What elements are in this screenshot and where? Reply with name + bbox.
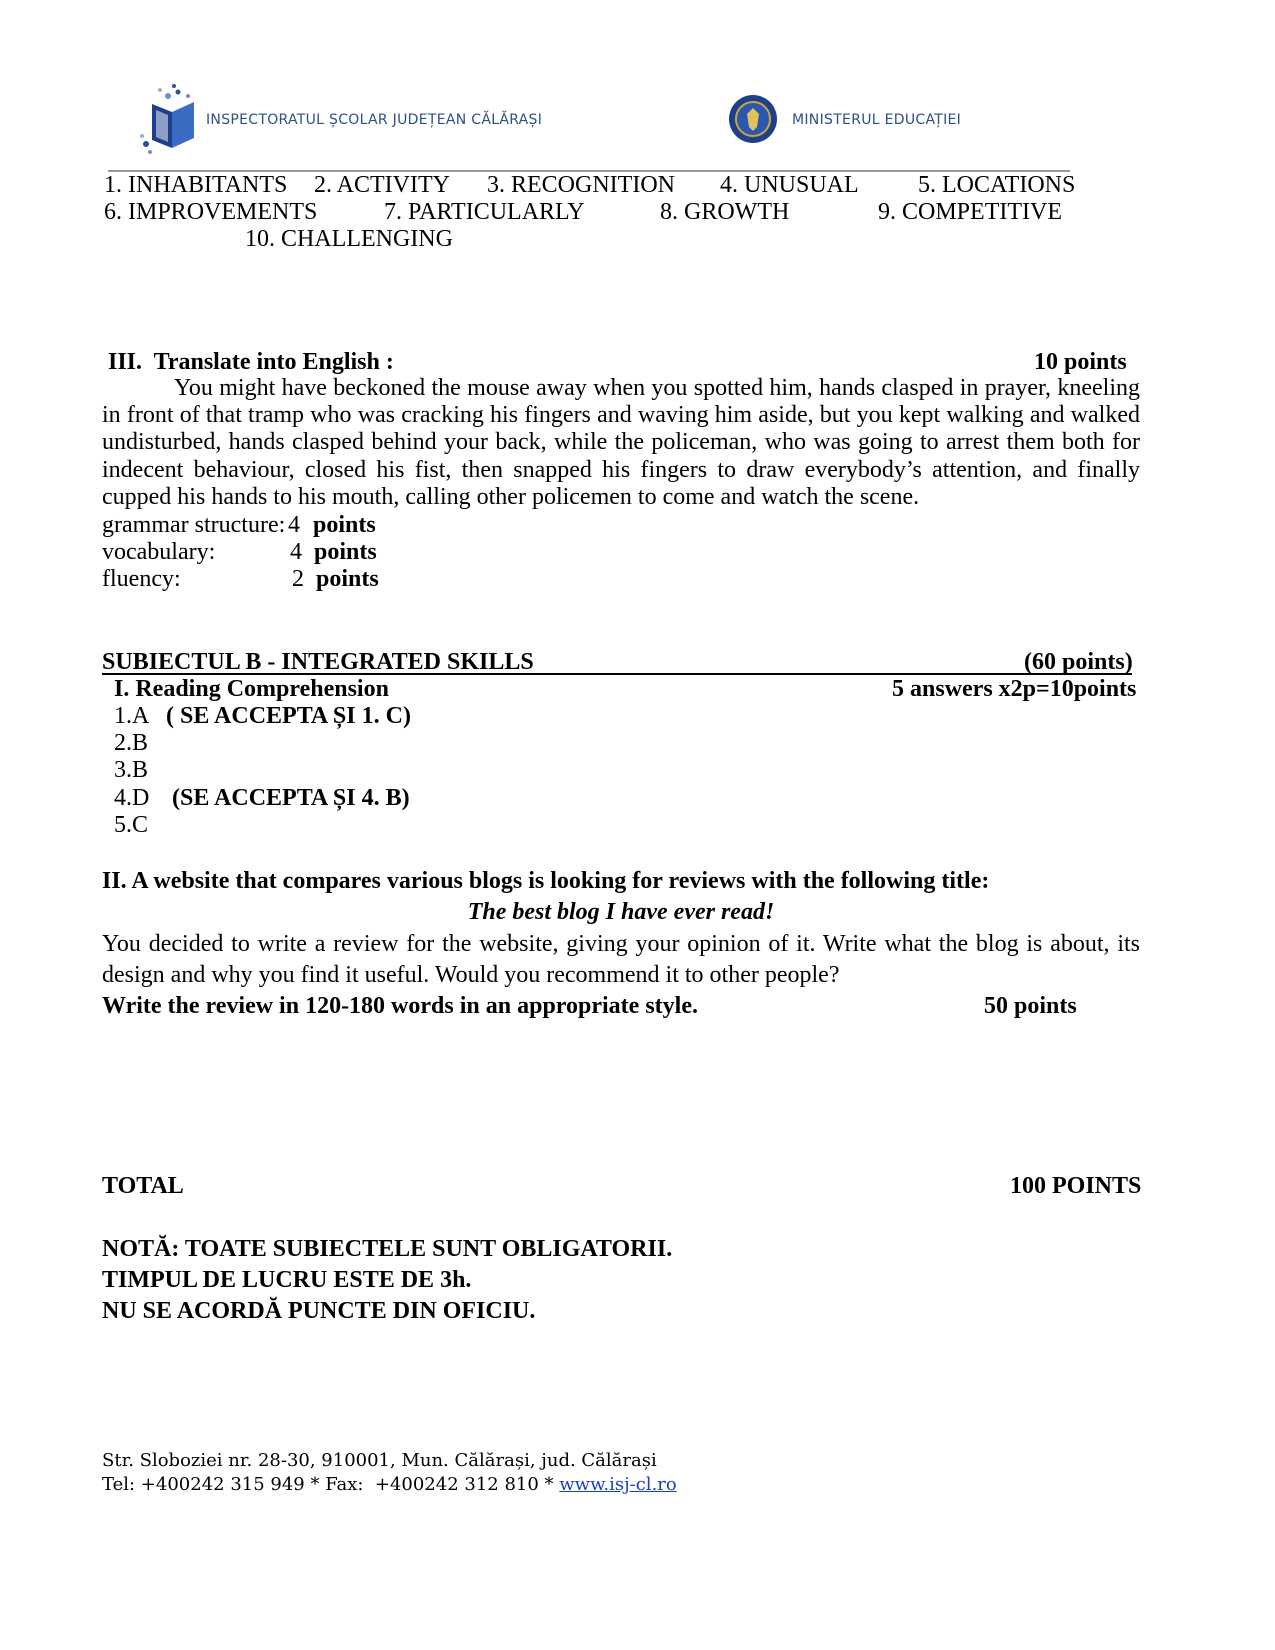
reading-points: 5 answers x2p=10points — [892, 676, 1137, 702]
criteria-grammar-unit: points — [313, 512, 376, 538]
reading-answer-1: 1.A — [114, 703, 150, 729]
criteria-fluency-unit: points — [316, 566, 379, 592]
writing-prompt: You decided to write a review for the website, giving your opinion of it. Write what the blog is about, its design and why you find it useful. Would you recommend it to other people? — [102, 931, 1140, 988]
answer-8: 8. GROWTH — [660, 199, 790, 225]
answer-2: 2. ACTIVITY — [314, 172, 450, 198]
answer-3: 3. RECOGNITION — [487, 172, 675, 198]
note-mandatory: NOTĂ: TOATE SUBIECTELE SUNT OBLIGATORII. — [102, 1236, 673, 1262]
translate-paragraph: You might have beckoned the mouse away when you spotted him, hands clasped in prayer, kneeling in front of that tramp who was cracking his fingers and waving him aside, but you kept walking and walked undisturbed, hands clasped behind your back, while the policeman, who was going to arrest them both for indecent behaviour, closed his fist, then snapped his fingers to draw everybody’s attention, and finally cupped his hands to his mouth, calling other policemen to come and watch the scene. — [102, 375, 1140, 510]
criteria-fluency-label: fluency: — [102, 566, 181, 592]
footer-website-link[interactable]: www.isj-cl.ro — [559, 1474, 677, 1495]
subiect-b-title: SUBIECTUL B - INTEGRATED SKILLS — [102, 649, 534, 675]
ministry-seal-icon — [728, 94, 778, 144]
answer-1: 1. INHABITANTS — [104, 172, 288, 198]
writing-points: 50 points — [984, 993, 1077, 1019]
reading-answer-5: 5.C — [114, 812, 149, 838]
answer-6: 6. IMPROVEMENTS — [104, 199, 318, 225]
reading-answer-1-note: ( SE ACCEPTA ȘI 1. C) — [166, 703, 411, 729]
criteria-grammar-value: 4 — [288, 512, 300, 538]
isj-logo-text: INSPECTORATUL ȘCOLAR JUDEȚEAN CĂLĂRAȘI — [206, 112, 543, 128]
reading-answer-4: 4.D — [114, 785, 150, 811]
translate-points: 10 points — [1034, 349, 1127, 375]
criteria-vocabulary-unit: points — [314, 539, 377, 565]
footer-contact-text: Tel: +400242 315 949 * Fax: +400242 312 810 * — [102, 1474, 560, 1495]
subiect-b-points: (60 points) — [1024, 649, 1133, 675]
answer-9: 9. COMPETITIVE — [878, 199, 1062, 225]
total-value: 100 POINTS — [1010, 1173, 1142, 1199]
answer-4: 4. UNUSUAL — [720, 172, 859, 198]
reading-answer-4-note: (SE ACCEPTA ȘI 4. B) — [172, 785, 410, 811]
reading-heading: I. Reading Comprehension — [114, 676, 389, 702]
criteria-vocabulary-value: 4 — [290, 539, 302, 565]
criteria-fluency-value: 2 — [292, 566, 304, 592]
footer-contact — [102, 1472, 677, 1498]
note-no-points: NU SE ACORDĂ PUNCTE DIN OFICIU. — [102, 1298, 536, 1324]
writing-instruction: Write the review in 120-180 words in an appropriate style. — [102, 993, 698, 1019]
writing-title: The best blog I have ever read! — [467, 899, 775, 925]
isj-logo-graphic — [138, 82, 208, 158]
ministry-logo-text: MINISTERUL EDUCAȚIEI — [792, 112, 962, 128]
footer-address: Str. Sloboziei nr. 28-30, 910001, Mun. Călărași, jud. Călărași — [102, 1450, 657, 1471]
isj-logo — [138, 82, 208, 158]
note-time: TIMPUL DE LUCRU ESTE DE 3h. — [102, 1267, 472, 1293]
reading-answer-3: 3.B — [114, 757, 149, 783]
answer-10: 10. CHALLENGING — [245, 226, 453, 252]
total-label: TOTAL — [102, 1173, 184, 1199]
answer-7: 7. PARTICULARLY — [384, 199, 585, 225]
translate-heading: III. Translate into English : — [108, 349, 394, 375]
criteria-grammar-label: grammar structure: — [102, 512, 286, 538]
criteria-vocabulary-label: vocabulary: — [102, 539, 216, 565]
answer-5: 5. LOCATIONS — [918, 172, 1076, 198]
reading-answer-2: 2.B — [114, 730, 149, 756]
writing-heading: II. A website that compares various blogs is looking for reviews with the following title: — [102, 868, 990, 894]
